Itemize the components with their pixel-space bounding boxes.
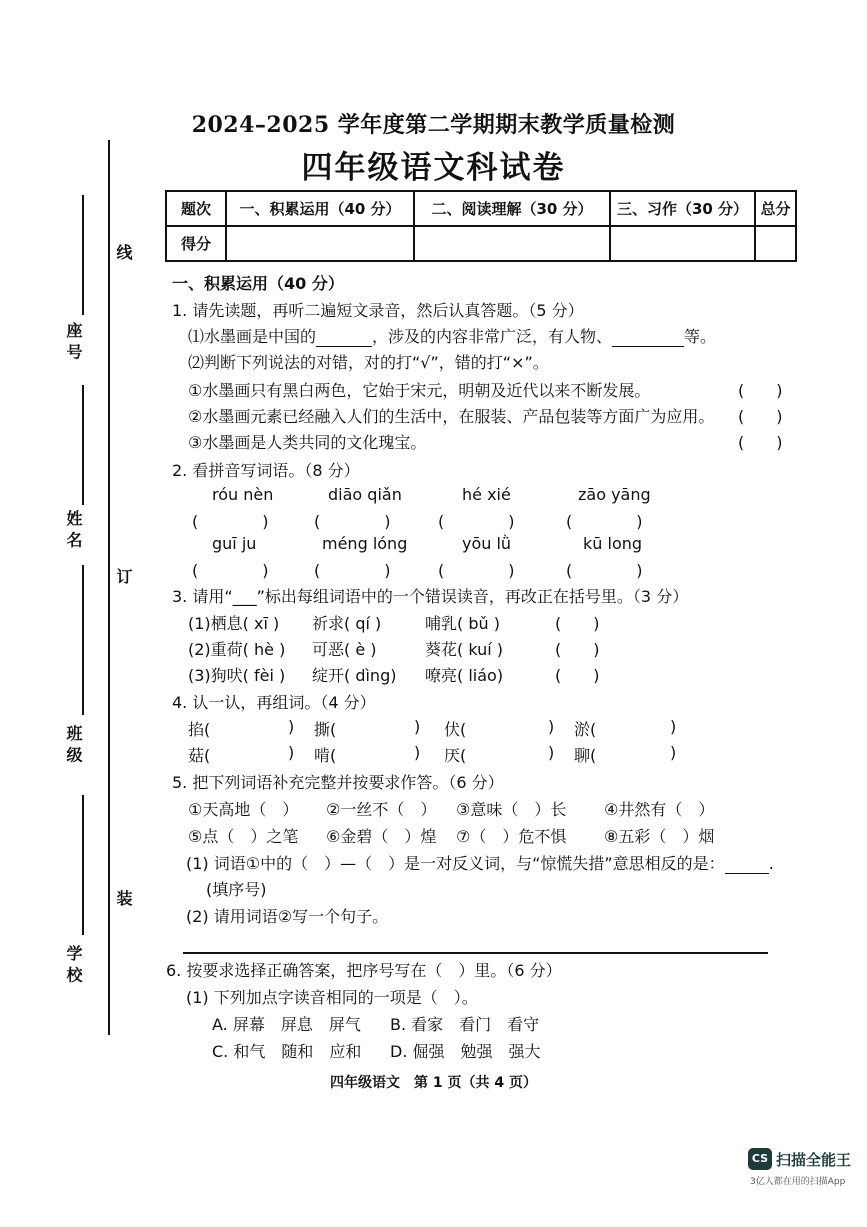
pinyin: kū long: [583, 534, 643, 553]
q1-part1-text-c: 等。: [684, 327, 717, 346]
cs-logo-text: CS: [751, 1152, 769, 1165]
q4-close: ): [414, 743, 421, 762]
question-1-stem: 1. 请先读题，再听二遍短文录音，然后认真答题。（5 分）: [172, 301, 584, 320]
scanner-name: 扫描全能王: [776, 1151, 852, 1169]
judge-item-1: ①水墨画只有黑白两色，它始于宋元，明朝及近代以来不断发展。: [188, 381, 651, 400]
judge-answer-2[interactable]: ( ): [738, 407, 783, 426]
q5-idiom: ③意味（ ）长: [456, 800, 567, 819]
q4-char: 撕(: [314, 720, 337, 739]
question-1-part1: [188, 324, 716, 347]
exam-title: 2024–2025 学年度第二学期期末教学质量检测: [191, 112, 676, 138]
school-line: [82, 795, 84, 935]
q4-close: ): [548, 743, 555, 762]
score-header-cell: 总分: [755, 191, 796, 226]
pinyin-answer-box[interactable]: ( ): [566, 512, 643, 531]
q1-blank-1[interactable]: [316, 346, 372, 347]
q5-sub1: (1) 词语①中的（ ）—（ ）是一对反义词，与“惊慌失措”意思相反的是： .: [186, 854, 774, 873]
q3-word: 哺乳( bǔ ): [425, 614, 500, 633]
q5-sub2: (2) 请用词语②写一个句子。: [186, 907, 389, 926]
q6-option-c[interactable]: C. 和气 随和 应和: [212, 1042, 362, 1061]
pinyin: zāo yāng: [578, 485, 651, 504]
cs-logo-icon: [748, 1148, 772, 1170]
q5-idiom: ⑧五彩（ ）烟: [604, 827, 715, 846]
score-cell[interactable]: [226, 226, 414, 261]
pinyin-answer-box[interactable]: ( ): [314, 512, 391, 531]
q3-word: 绽开( dìng): [312, 666, 397, 685]
binding-mark-zhuang: 装: [114, 890, 133, 906]
question-4-stem: 4. 认一认，再组词。（4 分）: [172, 693, 376, 712]
q1-part1-text-a: ⑴水墨画是中国的: [188, 327, 317, 346]
q4-char: 聊(: [574, 746, 597, 765]
scanner-tagline: 3亿人都在用的扫描App: [750, 1177, 846, 1187]
pinyin-answer-box[interactable]: ( ): [192, 561, 269, 580]
q4-char: 菇(: [188, 746, 211, 765]
question-5-stem: 5. 把下列词语补充完整并按要求作答。（6 分）: [172, 773, 504, 792]
score-header-cell: 题次: [166, 191, 226, 226]
q5-idiom: ⑦（ ）危不惧: [456, 827, 567, 846]
score-cell[interactable]: [755, 226, 796, 261]
q3-answer-box[interactable]: ( ): [555, 666, 600, 685]
class-label: 班 级: [64, 725, 83, 763]
q5-idiom: ④井然有（ ）: [604, 800, 715, 819]
binding-mark-ding: 订: [114, 568, 133, 584]
q4-close: ): [548, 717, 555, 736]
question-3-stem: 3. 请用“___”标出每组词语中的一个错误读音，再改正在括号里。（3 分）: [172, 587, 689, 606]
question-6-stem: 6. 按要求选择正确答案，把序号写在（ ）里。（6 分）: [166, 961, 562, 980]
q3-word: (2)重荷( hè ): [188, 640, 286, 659]
pinyin-answer-box[interactable]: ( ): [566, 561, 643, 580]
judge-answer-3[interactable]: ( ): [738, 433, 783, 452]
pinyin: méng lóng: [322, 534, 408, 553]
q4-char: 淤(: [574, 720, 597, 739]
q5-sub1-text: (1) 词语①中的（ ）—（ ）是一对反义词，与“惊慌失措”意思相反的是：: [186, 854, 725, 873]
q4-close: ): [288, 743, 295, 762]
seat-label: 座 号: [64, 322, 83, 360]
q1-part1-text-b: ，涉及的内容非常广泛，有人物、: [372, 327, 613, 346]
q4-char: 掐(: [188, 720, 211, 739]
school-label: 学 校: [64, 945, 83, 983]
pinyin: róu nèn: [212, 485, 274, 504]
q5-idiom: ⑥金碧（ ）煌: [326, 827, 437, 846]
score-header-cell: 一、积累运用（40 分）: [226, 191, 414, 226]
seat-line: [82, 195, 84, 315]
q4-close: ): [670, 743, 677, 762]
q3-answer-box[interactable]: ( ): [555, 640, 600, 659]
section-heading: 一、积累运用（40 分）: [172, 274, 344, 293]
q3-word: 祈求( qí ): [312, 614, 382, 633]
q3-word: 可恶( è ): [312, 640, 377, 659]
name-label: 姓 名: [64, 510, 83, 548]
pinyin: yōu lǜ: [462, 534, 512, 553]
q5-sub1-blank[interactable]: [725, 873, 769, 874]
judge-item-2: ②水墨画元素已经融入人们的生活中，在服装、产品包装等方面广为应用。: [188, 407, 715, 426]
q4-char: 厌(: [444, 746, 467, 765]
exam-subtitle: 四年级语文科试卷: [301, 150, 566, 186]
score-table: [165, 190, 797, 262]
score-header-cell: 二、阅读理解（30 分）: [414, 191, 610, 226]
q4-char: 伏(: [444, 720, 467, 739]
pinyin-answer-box[interactable]: ( ): [314, 561, 391, 580]
q5-idiom: ②一丝不（ ）: [326, 800, 437, 819]
score-header-cell: 三、习作（30 分）: [610, 191, 755, 226]
q5-idiom: ⑤点（ ）之笔: [188, 827, 299, 846]
q6-option-b[interactable]: B. 看家 看门 看守: [390, 1015, 540, 1034]
binding-line: [108, 140, 110, 1035]
q4-close: ): [288, 717, 295, 736]
q5-idiom: ①天高地（ ）: [188, 800, 299, 819]
judge-answer-1[interactable]: ( ): [738, 381, 783, 400]
q3-word: (3)狗吠( fèi ): [188, 666, 286, 685]
score-row-label: 得分: [166, 226, 226, 261]
pinyin-answer-box[interactable]: ( ): [438, 561, 515, 580]
score-cell[interactable]: [610, 226, 755, 261]
q1-blank-2[interactable]: [612, 346, 684, 347]
name-line: [82, 385, 84, 505]
class-line: [82, 565, 84, 715]
q6-option-a[interactable]: A. 屏幕 屏息 屏气: [212, 1015, 361, 1034]
question-1-part2: ⑵判断下列说法的对错，对的打“√”，错的打“×”。: [188, 353, 549, 372]
pinyin-answer-box[interactable]: ( ): [438, 512, 515, 531]
pinyin: diāo qiǎn: [328, 485, 402, 504]
judge-item-3: ③水墨画是人类共同的文化瑰宝。: [188, 433, 427, 452]
q3-answer-box[interactable]: ( ): [555, 614, 600, 633]
q4-close: ): [670, 717, 677, 736]
q4-close: ): [414, 717, 421, 736]
q6-option-d[interactable]: D. 倔强 勉强 强大: [390, 1042, 541, 1061]
pinyin: guī ju: [212, 534, 257, 553]
binding-mark-xian: 线: [114, 244, 133, 260]
q3-word: (1)栖息( xī ): [188, 614, 280, 633]
score-cell[interactable]: [414, 226, 610, 261]
q5-sub1-note: (填序号): [206, 880, 267, 899]
pinyin-answer-box[interactable]: ( ): [192, 512, 269, 531]
q3-word: 葵花( kuí ): [425, 640, 504, 659]
q6-sub1: (1) 下列加点字读音相同的一项是（ ）。: [186, 988, 478, 1007]
question-2-stem: 2. 看拼音写词语。（8 分）: [172, 461, 360, 480]
q5-answer-line[interactable]: [183, 952, 768, 954]
pinyin: hé xié: [462, 485, 511, 504]
page-footer: 四年级语文 第 1 页（共 4 页）: [330, 1075, 537, 1091]
q4-char: 啃(: [314, 746, 337, 765]
q3-word: 嘹亮( liáo): [425, 666, 504, 685]
